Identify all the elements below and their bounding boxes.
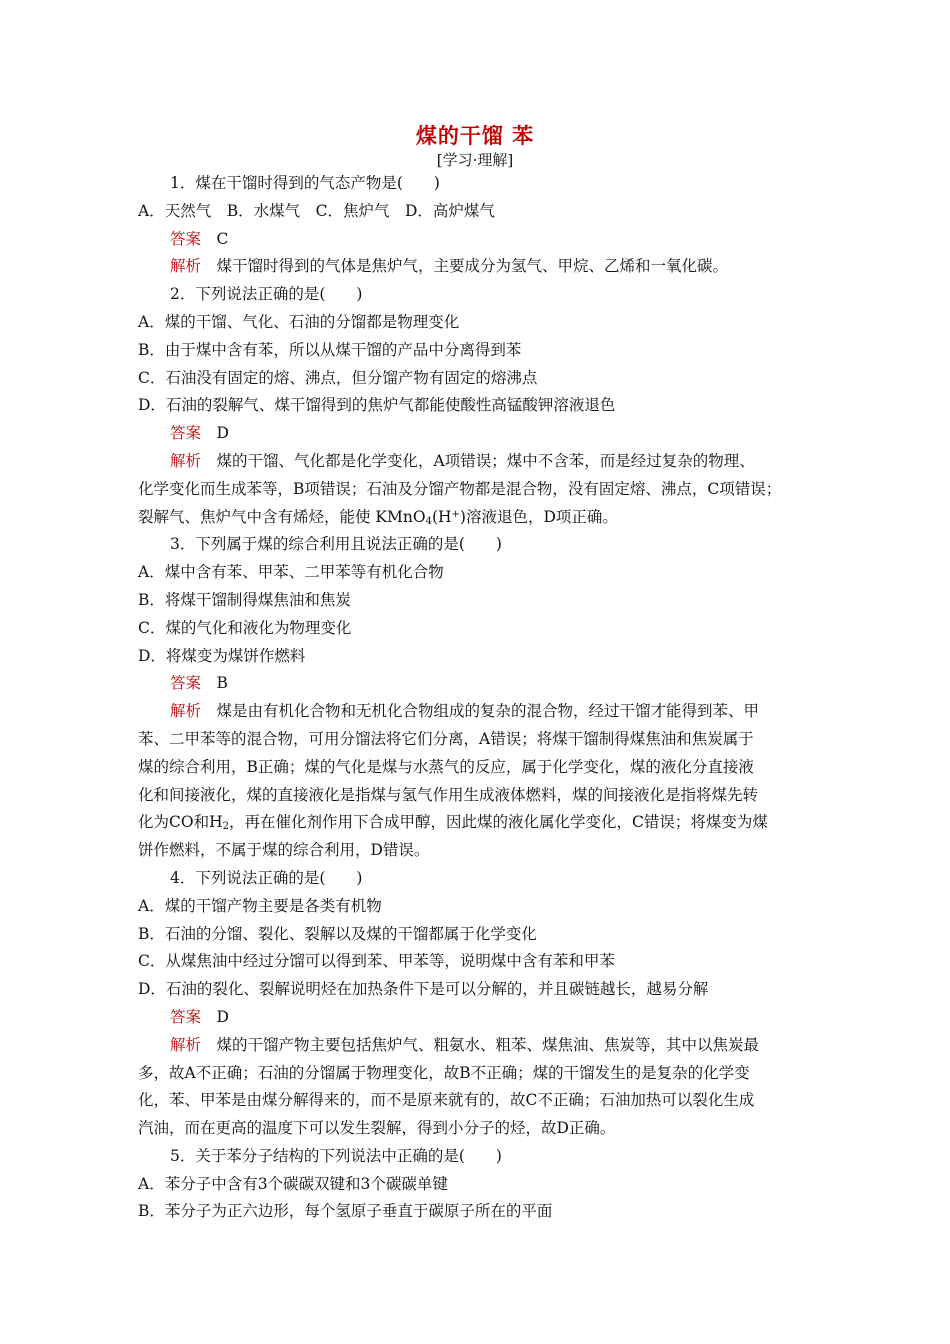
question-3-stem: 3．下列属于煤的综合利用且说法正确的是( )	[170, 535, 502, 554]
analysis-text: (H	[431, 507, 452, 526]
question-2-analysis-line-3	[138, 504, 818, 532]
question-3-analysis-line-4: 化和间接液化，煤的直接液化是指煤与氢气作用生成液体燃料，煤的间接液化是指将煤先转	[138, 785, 759, 804]
question-2-option-a: A．煤的干馏、气化、石油的分馏都是物理变化	[138, 312, 460, 331]
question-3-analysis-line-5	[138, 809, 818, 837]
question-4-option-c: C．从煤焦油中经过分馏可以得到苯、甲苯等，说明煤中含有苯和甲苯	[138, 952, 615, 971]
subscript: 2	[222, 821, 229, 833]
answer-label: 答案	[170, 229, 202, 248]
answer-value: B	[216, 674, 228, 693]
question-4-analysis-line-4: 汽油，而在更高的温度下可以发生裂解，得到小分子的烃，故D正确。	[138, 1119, 616, 1138]
question-2-answer	[138, 420, 818, 448]
subscript: 4	[425, 515, 432, 527]
page-title: 煤的干馏 苯	[415, 123, 535, 148]
question-4-analysis-line-3: 化，苯、甲苯是由煤分解得来的，而不是原来就有的，故C不正确；石油加热可以裂化生成	[138, 1091, 755, 1110]
answer-label: 答案	[170, 1007, 202, 1026]
question-3-analysis-line-6: 饼作燃料，不属于煤的综合利用，D错误。	[138, 841, 430, 860]
analysis-text: 煤的干馏产物主要包括焦炉气、粗氨水、粗苯、煤焦油、焦炭等，其中以焦炭最	[216, 1035, 760, 1054]
analysis-text: )溶液退色，D项正确。	[459, 507, 618, 526]
question-4-option-a: A．煤的干馏产物主要是各类有机物	[138, 896, 382, 915]
question-2-option-c: C．石油没有固定的熔、沸点，但分馏产物有固定的熔沸点	[138, 368, 538, 387]
question-5-stem: 5．关于苯分子结构的下列说法中正确的是( )	[170, 1146, 502, 1165]
question-5-option-b: B．苯分子为正六边形，每个氢原子垂直于碳原子所在的平面	[138, 1202, 553, 1221]
question-3-analysis-line-2: 苯、二甲苯等的混合物，可用分馏法将它们分离，A错误；将煤干馏制得煤焦油和焦炭属于	[138, 729, 754, 748]
analysis-text: 煤的干馏、气化都是化学变化，A项错误；煤中不含苯，而是经过复杂的物理、	[216, 451, 755, 470]
analysis-label: 解析	[170, 702, 202, 721]
answer-value: D	[216, 1007, 229, 1026]
analysis-label: 解析	[170, 451, 202, 470]
question-5-option-a: A．苯分子中含有3个碳碳双键和3个碳碳单键	[138, 1174, 448, 1193]
analysis-text: 化为CO和H	[138, 813, 223, 832]
analysis-text: 煤干馏时得到的气体是焦炉气，主要成分为氢气、甲烷、乙烯和一氧化碳。	[216, 257, 729, 276]
question-list	[138, 170, 818, 1226]
answer-label: 答案	[170, 674, 202, 693]
question-3-option-c: C．煤的气化和液化为物理变化	[138, 618, 352, 637]
question-2-stem: 2．下列说法正确的是( )	[170, 285, 363, 304]
question-3-answer	[138, 670, 818, 698]
analysis-text: ，再在催化剂作用下合成甲醇，因此煤的液化属化学变化，C错误；将煤变为煤	[228, 813, 768, 832]
question-4-analysis-line-1	[138, 1032, 818, 1060]
answer-label: 答案	[170, 424, 202, 443]
analysis-label: 解析	[170, 257, 202, 276]
question-2-analysis-line-1	[138, 448, 818, 476]
question-4-answer	[138, 1004, 818, 1032]
answer-value: C	[216, 229, 229, 248]
question-2-analysis-line-2: 化学变化而生成苯等，B项错误；石油及分馏产物都是混合物，没有固定熔、沸点，C项错误；	[138, 479, 782, 498]
question-4-stem: 4．下列说法正确的是( )	[170, 868, 363, 887]
question-2-option-b: B．由于煤中含有苯，所以从煤干馏的产品中分离得到苯	[138, 340, 522, 359]
question-2-option-d: D．石油的裂解气、煤干馏得到的焦炉气都能使酸性高锰酸钾溶液退色	[138, 396, 616, 415]
question-1-answer	[138, 226, 818, 254]
question-3-analysis-line-3: 煤的综合利用，B正确；煤的气化是煤与水蒸气的反应，属于化学变化，煤的液化分直接液	[138, 757, 754, 776]
analysis-label: 解析	[170, 1035, 202, 1054]
question-3-option-a: A．煤中含有苯、甲苯、二甲苯等有机化合物	[138, 563, 444, 582]
section-subtitle: [学习·理解]	[436, 151, 514, 169]
analysis-text: 裂解气、焦炉气中含有烯烃，能使 KMnO	[138, 507, 426, 526]
answer-value: D	[216, 424, 229, 443]
analysis-text: 煤是由有机化合物和无机化合物组成的复杂的混合物，经过干馏才能得到苯、甲	[216, 702, 760, 721]
question-4-analysis-line-2: 多，故A不正确；石油的分馏属于物理变化，故B不正确；煤的干馏发生的是复杂的化学变	[138, 1063, 750, 1082]
superscript: +	[451, 508, 460, 520]
question-1-stem: 1．煤在干馏时得到的气态产物是( )	[170, 174, 440, 192]
question-3-option-d: D．将煤变为煤饼作燃料	[138, 646, 306, 665]
question-4-option-b: B．石油的分馏、裂化、裂解以及煤的干馏都属于化学变化	[138, 924, 537, 943]
question-3-analysis-line-1	[138, 698, 818, 726]
question-4-option-d: D．石油的裂化、裂解说明烃在加热条件下是可以分解的，并且碳链越长，越易分解	[138, 980, 709, 999]
question-1-options: A．天然气 B．水煤气 C．焦炉气 D．高炉煤气	[138, 201, 495, 220]
question-3-option-b: B．将煤干馏制得煤焦油和焦炭	[138, 590, 351, 609]
question-1-analysis	[138, 253, 818, 281]
